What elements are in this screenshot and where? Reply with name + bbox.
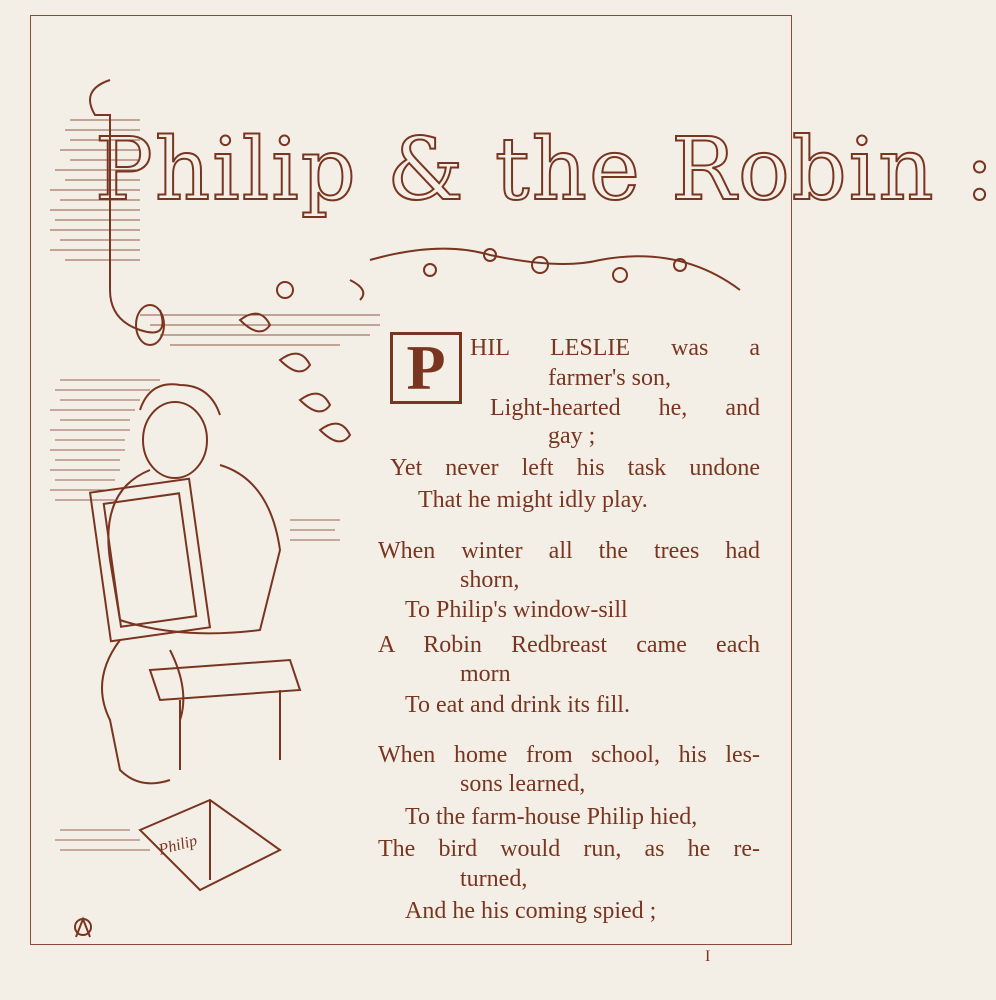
stanza2-line6: To eat and drink its fill. bbox=[405, 692, 630, 718]
drop-cap-letter: P bbox=[393, 335, 459, 401]
stanza2-line1: When winter all the trees had bbox=[378, 538, 760, 564]
stanza1-line6: That he might idly play. bbox=[418, 487, 648, 513]
stanza1-line1: HIL LESLIE was a bbox=[470, 335, 760, 361]
stanza3-line4: The bird would run, as he re- bbox=[378, 836, 760, 862]
artist-monogram bbox=[68, 912, 98, 942]
stanza1-line4: gay ; bbox=[548, 423, 596, 449]
stanza3-line3: To the farm-house Philip hied, bbox=[405, 804, 698, 830]
stanza2-line5: morn bbox=[460, 661, 511, 687]
stanza3-line2: sons learned, bbox=[460, 771, 586, 797]
stanza3-line1: When home from school, his les- bbox=[378, 742, 760, 768]
stanza3-line6: And he his coming spied ; bbox=[405, 898, 657, 924]
stanza1-line2: farmer's son, bbox=[548, 365, 671, 391]
stanza1-line3: Light-hearted he, and bbox=[490, 395, 760, 421]
stanza2-line3: To Philip's window-sill bbox=[405, 597, 628, 623]
stanza3-line5: turned, bbox=[460, 866, 528, 892]
book-label: Philip bbox=[156, 832, 200, 859]
stanza1-line5: Yet never left his task undone bbox=[390, 455, 760, 481]
boy-with-slate-illustration bbox=[40, 270, 370, 940]
drop-cap bbox=[390, 332, 462, 404]
stanza2-line2: shorn, bbox=[460, 567, 520, 593]
page-title: Philip & the Robin : bbox=[95, 120, 996, 220]
page-number: I bbox=[705, 948, 711, 965]
stanza2-line4: A Robin Redbreast came each bbox=[378, 632, 760, 658]
